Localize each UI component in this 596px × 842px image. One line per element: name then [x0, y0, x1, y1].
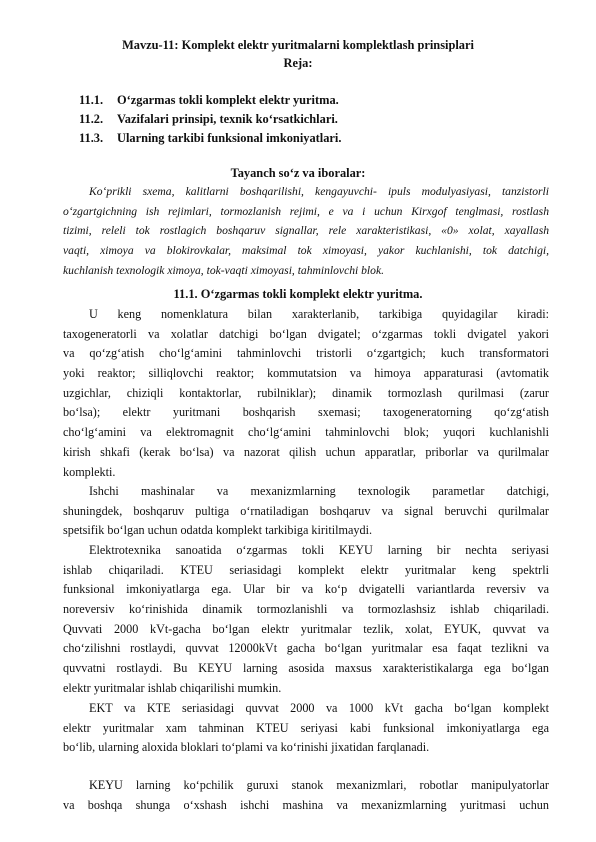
text-line: va qo‘zg‘atish cho‘lg‘amini tahminlovchi tristorli o‘zgartgich; kuch transformatori — [63, 346, 549, 361]
toc-item — [79, 93, 339, 108]
paragraph — [63, 541, 549, 699]
text-line: shuningdek, boshqaruv pultiga o‘rnatiladigan boshqaruv va signal beruvchi qurilmalar — [63, 503, 549, 518]
text-line: bo‘lsa); elektr yuritmani boshqarish sxemasi; taxogeneratorning qo‘zg‘atish — [63, 405, 549, 420]
toc-number: 11.1. — [79, 93, 104, 107]
toc-item — [79, 131, 341, 146]
text-line: yoki reaktor; silliqlovchi reaktor; kommutatsion va himoya apparaturasi (avtomatik — [63, 366, 549, 381]
text-line: o‘zgartgichning ish rejimlari, tormozlanish rejimi, e va i uchun Kirxgof tenglmasi, rostlash — [63, 204, 549, 218]
text-line: vaqti, ximoya va blokirovkalar, maksimal tok ximoyasi, yakor kuchlanishi, tok datchigi, — [63, 244, 549, 258]
section-heading: 11.1. O‘zgarmas tokli komplekt elektr yuritma. — [173, 287, 423, 301]
text-line: EKT va KTE seriasidagi quvvat 2000 va 1000 kVt gacha bo‘lgan komplekt — [89, 701, 549, 715]
keywords-heading: Tayanch so‘z va iboralar: — [230, 166, 366, 180]
text-line: taxogeneratorli va xolatlar datchigi bo‘lgan dvigatel; o‘zgarmas tokli dvigatel yakori — [63, 326, 549, 341]
text-line: Elektrotexnika sanoatida o‘zgarmas tokli KEYU larning bir nechta seriyasi — [89, 543, 549, 557]
text-line: tizimi, releli tok rostlagich boshqaruv signallar, rele xarakteristikasi, «0» xolat, xayallash — [63, 224, 549, 238]
paragraph — [63, 482, 549, 541]
toc-number: 11.3. — [79, 131, 104, 145]
paragraph — [63, 699, 549, 758]
keywords-paragraph — [63, 182, 549, 280]
text-line: uzgichlar, chiziqli kontaktorlar, rubilniklar); dinamik tormozlash qurilmasi (zarur — [63, 385, 549, 400]
plan-heading: Reja: — [283, 56, 313, 70]
page-title: Mavzu-11: Komplekt elektr yuritmalarni komplektlash prinsiplari — [122, 38, 474, 52]
text-line: Quvvati 2000 kVt-gacha bo‘lgan elektr yuritmalar tezlik, xolat, EYUK, quvvat va — [63, 621, 549, 636]
text-line: komplekti. — [63, 464, 116, 479]
toc-text: Ularning tarkibi funksional imkoniyatlari. — [117, 131, 342, 145]
toc-text: Vazifalari prinsipi, texnik ko‘rsatkichlari. — [117, 112, 338, 126]
text-line: kirish shkafi (kerak bo‘lsa) va nazorat qilish uchun apparatlar, priborlar va qurilmalar — [63, 444, 549, 459]
text-line: cho‘zilishni rostlaydi, quvvat 12000kVt gacha bo‘lgan yuritmalar esa faqat tezlikni va — [63, 641, 549, 656]
text-line: va boshqa shunga o‘xshash ishchi mashina va mexanizmlarning yuritmasi uchun — [63, 797, 549, 812]
toc-text: O‘zgarmas tokli komplekt elektr yuritma. — [117, 93, 339, 107]
text-line: cho‘lg‘amini va elektromagnit cho‘lg‘amini tahminlovchi blok; yuqori kuchlanishli — [63, 425, 549, 440]
paragraph — [63, 776, 549, 815]
text-line: funksional imkoniyatlarga ega. Ular bir va ko‘p dvigatelli variantlarda reversiv va — [63, 582, 549, 597]
text-line: noreversiv ko‘rinishida dinamik tormozlanishli va tormozlashsiz ishlab chiqariladi. — [63, 602, 549, 617]
toc-number: 11.2. — [79, 112, 104, 126]
text-line: spetsifik bo‘lgan uchun odatda komplekt tarkibiga kiritilmaydi. — [63, 523, 373, 538]
text-line: U keng nomenklatura bilan xarakterlanib, tarkibiga quyidagilar kiradi: — [89, 307, 549, 321]
text-line: quvvatni rostlaydi. Bu KEYU larning asosida maxsus xarakteristikalarga ega bo‘lgan — [63, 661, 549, 676]
text-line: elektr yuritmalar xam tahminan KTEU seriyasi kabi funksional imkoniyatlarga ega — [63, 720, 549, 735]
toc-item — [79, 112, 338, 127]
text-line: kuchlanish texnologik ximoya, tok-vaqti ximoyasi, tahminlovchi blok. — [63, 263, 384, 277]
text-line: elektr yuritmalar ishlab chiqarilishi mumkin. — [63, 680, 282, 695]
text-line: ishlab chiqariladi. KTEU seriasidagi komplekt elektr yuritmalar keng spektrli — [63, 562, 549, 577]
text-line: Ishchi mashinalar va mexanizmlarning texnologik parametlar datchigi, — [89, 484, 549, 498]
text-line: Ko‘prikli sxema, kalitlarni boshqarilishi, kengayuvchi- ipuls modulyasiyasi, tanzistorli — [89, 185, 549, 198]
text-line: KEYU larning ko‘pchilik guruxi stanok mexanizmlari, robotlar manipulyatorlar — [89, 778, 549, 792]
text-line: bo‘lib, ularning aloxida bloklari to‘plami va ko‘rinishi jixatidan farqlanadi. — [63, 740, 430, 755]
paragraph — [63, 305, 549, 482]
